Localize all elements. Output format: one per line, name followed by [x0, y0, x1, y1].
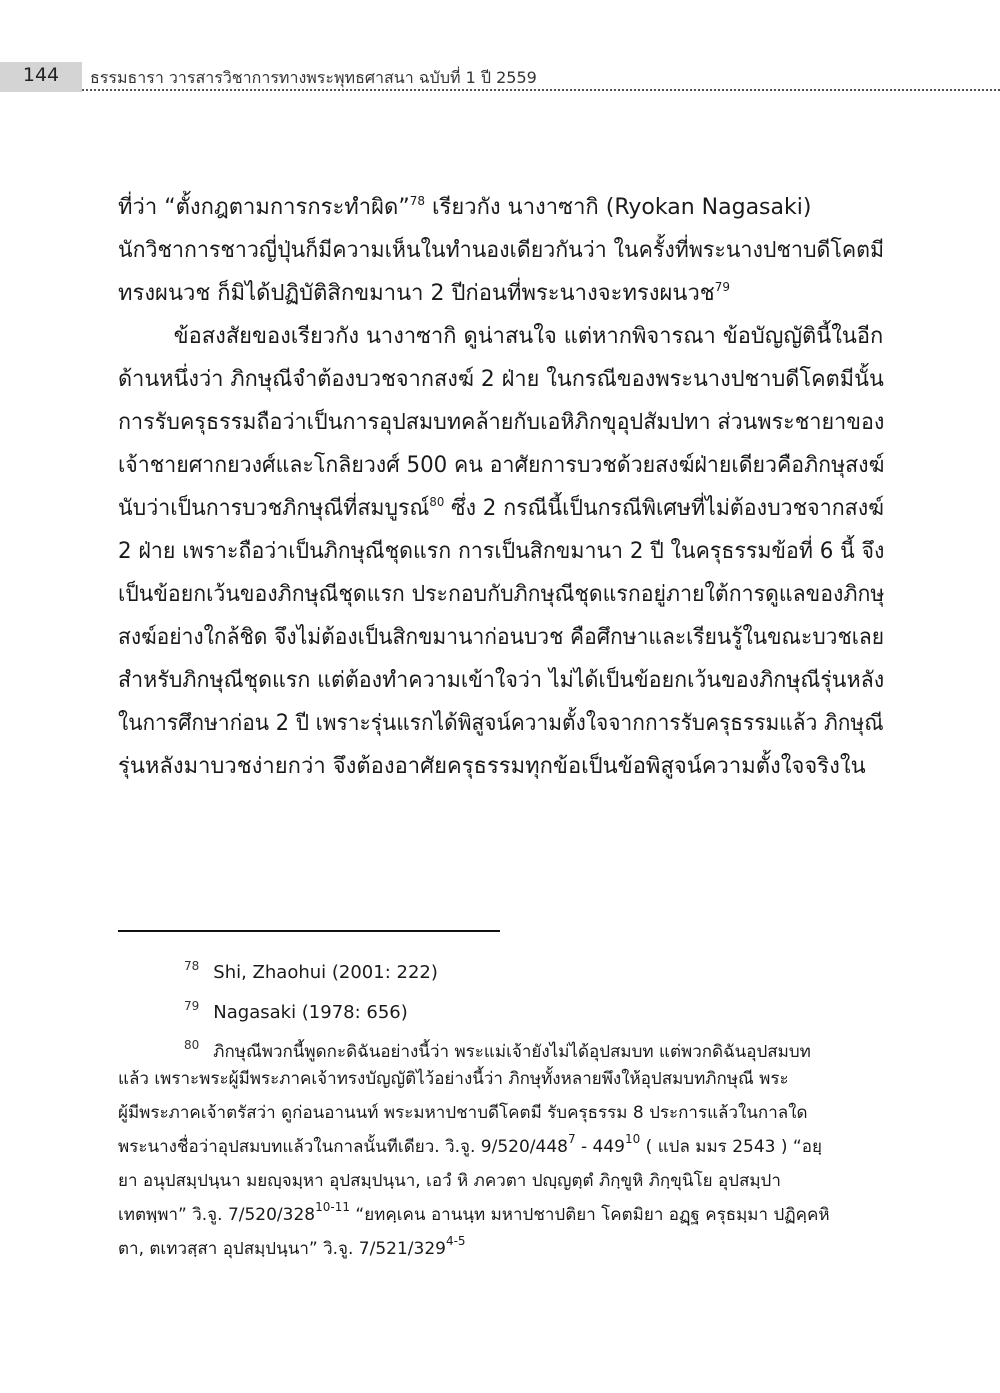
footnote-line: $^{80}$ ภิกษุณีพวกนี้พูดกะดิฉันอย่างนี้ว่า พระแม่เจ้ายังไม่ได้อุปสมบท แต่พวกดิฉันอุปสมบท	[184, 1038, 811, 1062]
paragraph-1	[118, 186, 884, 315]
footnote-ref-78: 78	[409, 194, 426, 208]
footnote-80	[118, 1028, 884, 1266]
page-number: 144	[22, 64, 60, 86]
body-line: ข้อสงสัยของเรียวกัง นางาซากิ ดูน่าสนใจ แต่หากพิจารณา ข้อบัญญัตินี้ในอีก	[173, 324, 884, 349]
footnote-text: Nagasaki (1978: 656)	[213, 1002, 408, 1023]
body-line: 2 ฝ่าย เพราะถือว่าเป็นภิกษุณีชุดแรก การเป็นสิกขมานา 2 ปี ในครุธรรมข้อที่ 6 นี้ จึง	[118, 539, 885, 564]
body-line: การรับครุธรรมถือว่าเป็นการอุปสมบทคล้ายกับเอหิภิกขุอุปสัมปทา ส่วนพระชายาของ	[118, 410, 885, 435]
footnote-number: 78	[184, 959, 200, 973]
body-line: เป็นข้อยกเว้นของภิกษุณีชุดแรก ประกอบกับภิกษุณีชุดแรกอยู่ภายใต้การดูแลของภิกษุ	[118, 582, 885, 607]
body-line: นักวิชาการชาวญี่ปุ่นก็มีความเห็นในทำนองเดียวกันว่า ในครั้งที่พระนางปชาบดีโคตมี	[118, 238, 885, 263]
body-line: ทรงผนวช ก็มิได้ปฏิบัติสิกขมานา 2 ปีก่อนที่พระนางจะทรงผนวช$^{79}$	[118, 280, 731, 306]
body-line: รุ่นหลังมาบวชง่ายกว่า จึงต้องอาศัยครุธรรมทุกข้อเป็นข้อพิสูจน์ความตั้งใจจริงใน	[118, 754, 866, 779]
footnotes	[118, 946, 884, 1266]
footnote-ref-79: 79	[714, 280, 731, 294]
paragraph-2	[118, 315, 884, 788]
body-line: สงฆ์อย่างใกล้ชิด จึงไม่ต้องเป็นสิกขมานาก่อนบวช คือศึกษาและเรียนรู้ในขณะบวชเลย	[118, 625, 885, 650]
footnote-line: ตา, ตเทวสฺสา อุปสมฺปนฺนา” วิ.จู. 7/521/329$^{4-5}$	[118, 1234, 466, 1259]
body-line: ด้านหนึ่งว่า ภิกษุณีจำต้องบวชจากสงฆ์ 2 ฝ่าย ในกรณีของพระนางปชาบดีโคตมีนั้น	[118, 367, 884, 392]
header-dotted-rule	[82, 89, 1000, 91]
footnote-text: Shi, Zhaohui (2001: 222)	[213, 962, 438, 983]
footnote-78	[118, 946, 884, 986]
main-body-text	[118, 186, 884, 788]
footnote-line: แล้ว เพราะพระผู้มีพระภาคเจ้าทรงบัญญัติไว้อย่างนี้ว่า ภิกษุทั้งหลายพึงให้อุปสมบทภิกษุณี พระ	[118, 1069, 789, 1089]
footnote-separator	[118, 930, 500, 932]
footnote-line: พระนางชื่อว่าอุปสมบทแล้วในกาลนั้นทีเดียว. วิ.จู. $9/520/448^7 - 449^{10}$ ( แปล มมร 2543 ) “อยฺ	[118, 1132, 822, 1157]
running-title: ธรรมธารา วารสารวิชาการทางพระพุทธศาสนา ฉบับที่ 1 ปี 2559	[90, 68, 537, 87]
footnote-ref-80: 80	[429, 495, 445, 509]
body-line: ในการศึกษาก่อน 2 ปี เพราะรุ่นแรกได้พิสูจน์ความตั้งใจจากการรับครุธรรมแล้ว ภิกษุณี	[118, 711, 884, 736]
body-line: ที่ว่า “ตั้งกฎตามการกระทำผิด”$^{78}$ เรียวกัง นางาซากิ (Ryokan Nagasaki)	[118, 194, 812, 220]
body-line: เจ้าชายศากยวงศ์และโกลิยวงศ์ 500 คน อาศัยการบวชด้วยสงฆ์ฝ่ายเดียวคือภิกษุสงฆ์	[118, 453, 885, 478]
footnote-number: 79	[184, 999, 200, 1013]
footnote-line: เทตพฺพา” วิ.จู. 7/520/328$^{10-11}$ “ยทคฺเคน อานนฺท มหาปชาปติยา โคตมิยา อฏฺฐ ครุธมฺมา ปฏิคฺคหิ	[118, 1200, 830, 1225]
footnote-79	[118, 986, 884, 1026]
footnote-line: ผู้มีพระภาคเจ้าตรัสว่า ดูก่อนอานนท์ พระมหาปชาบดีโคตมี รับครุธรรม 8 ประการแล้วในกาลใด	[118, 1103, 808, 1123]
footnote-number: 80	[184, 1038, 200, 1052]
body-line: นับว่าเป็นการบวชภิกษุณีที่สมบูรณ์$^{80}$ ซึ่ง 2 กรณีนี้เป็นกรณีพิเศษที่ไม่ต้องบวชจากสงฆ์	[118, 495, 885, 521]
footnote-line: ยา อนุปสมฺปนฺนา มยญฺจมฺหา อุปสมฺปนฺนา, เอวํ หิ ภควตา ปญฺญตฺตํ ภิกฺขูหิ ภิกฺขุนิโย อุปสมฺปา	[118, 1171, 781, 1191]
body-line: สำหรับภิกษุณีชุดแรก แต่ต้องทำความเข้าใจว่า ไม่ได้เป็นข้อยกเว้นของภิกษุณีรุ่นหลัง	[118, 668, 885, 693]
